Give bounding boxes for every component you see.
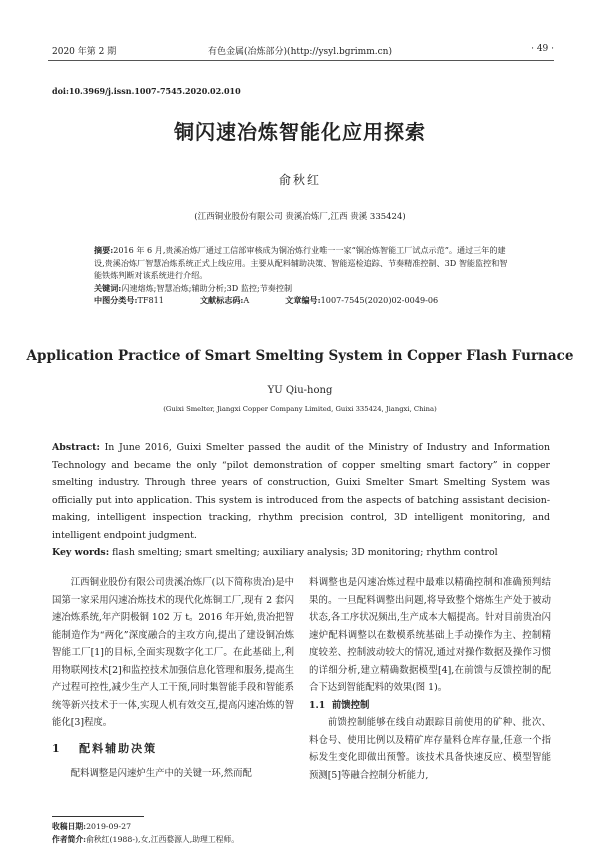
header-divider <box>48 60 554 61</box>
doc-code-value: A <box>243 295 250 305</box>
subsection-1-1-number: 1.1 <box>309 699 326 711</box>
abstract-chinese-label: 摘要: <box>94 245 114 255</box>
body-column-left <box>52 574 294 783</box>
author-english: YU Qiu-hong <box>267 385 333 396</box>
clc-value: TF811 <box>137 295 164 305</box>
abstract-chinese <box>94 244 508 307</box>
abstract-chinese-body <box>94 244 508 282</box>
keywords-chinese-label: 关键词: <box>94 282 122 293</box>
subsection-1-1-paragraph: 前馈控制能够在线自动跟踪目前使用的矿种、批次、料仓号、使用比例以及精矿库存量料仓库存量,任意一个指标发生变化即做出预警。该技术具备快速反应、模型智能预测[5]等融合控制分析能力, <box>309 717 551 781</box>
keywords-english-label: Key words: <box>52 547 110 558</box>
bio-value: 俞秋红(1988-),女,江西婺源人,助理工程师。 <box>86 835 240 844</box>
title-english: Application Practice of Smart Smelting System in Copper Flash Furnace <box>26 348 574 364</box>
affiliation-chinese: (江西铜业股份有限公司 贵溪冶炼厂,江西 贵溪 335424) <box>194 212 406 222</box>
abstract-english-text: In June 2016, Guixi Smelter passed the audit of the Ministry of Industry and Information Technology and became the only “pilot demonstration of copper smelting smart factory” in copper smelting industry. Through three years of construction, Guixi Smelter Smart Smelting System was officially put into application. This system is introduced from the aspects of batching assistant decision-making, intelligent inspection tracking, rhythm precision control, 3D intelligent monitoring, and intelligent endpoint judgment. <box>52 442 550 541</box>
doi: doi:10.3969/j.issn.1007-7545.2020.02.010 <box>52 86 241 96</box>
affiliation-english: (Guixi Smelter, Jiangxi Copper Company Limited, Guixi 335424, Jiangxi, China) <box>163 405 437 413</box>
abstract-english <box>52 439 550 562</box>
abstract-english-body <box>52 439 550 544</box>
abstract-chinese-text: 2016 年 6 月,贵溪冶炼厂通过工信部审核成为铜冶炼行业唯一一家“铜冶炼智能工厂试点示范”。通过三年的建设,贵溪冶炼厂智慧冶炼系统正式上线应用。主要从配料辅助决策、智能巡检追踪、节奏精准控制、3D 智能监控和智能铁炼判断对该系统进行介绍。 <box>94 245 508 280</box>
journal-name: 有色金属(冶炼部分)(http://ysyl.bgrimm.cn) <box>208 47 392 57</box>
section-1-paragraph: 配料调整是闪速炉生产中的关键一环,然而配 <box>70 768 252 779</box>
clc-label: 中图分类号: <box>94 295 138 305</box>
keywords-chinese-text: 闪速熔炼;智慧冶炼;辅助分析;3D 监控;节奏控制 <box>121 282 293 293</box>
section-1-heading <box>52 740 294 758</box>
received-date <box>52 821 131 832</box>
section-1-continued: 料调整也是闪速冶炼过程中最难以精确控制和准确预判结果的。一旦配料调整出问题,将导致整个熔炼生产处于被动状态,各工序状况频出,生产成本大幅提高。针对目前贵冶闪速炉配料调整以在数模系统基础上手动操作为主、控制精度较差、控制波动较大的情况,通过对操作数据及操作习惯的详细分析,建立精确数据模型[4],在前馈与反馈控制的配合下达到智能配料的效果(图 1)。 <box>309 577 551 693</box>
author-chinese: 俞秋红 <box>278 173 321 187</box>
article-no-value: 1007-7545(2020)02-0049-06 <box>320 295 439 305</box>
title-chinese: 铜闪速冶炼智能化应用探索 <box>174 120 426 144</box>
intro-paragraph: 江西铜业股份有限公司贵溪冶炼厂(以下简称贵冶)是中国第一家采用闪速冶炼技术的现代化炼铜工厂,现有 2 套闪速冶炼系统,年产阴极铜 102 万 t。2016 年开始,贵冶把智能制造作为“两化”深度融合的主攻方向,提出了建设铜冶炼智能工厂[1]的目标,全面实现数字化工厂。在此基础上,利用物联网技术[2]和监控技术加强信息化管理和服务,提高生产过程可控性,减少生产人工干预,同时集智能手段和智能系统等新兴技术于一体,实现人机有效交互,提高闪速冶炼的智能化[3]程度。 <box>52 577 294 728</box>
footnote-divider <box>52 816 144 817</box>
body-column-right <box>309 574 551 784</box>
page-number: · 49 · <box>531 44 554 54</box>
received-value: 2019-09-27 <box>86 822 132 831</box>
subsection-1-1-heading <box>309 697 551 715</box>
author-bio <box>52 834 239 845</box>
classification-row <box>94 294 508 307</box>
section-1-number: 1 <box>52 741 62 755</box>
received-label: 收稿日期: <box>52 822 87 831</box>
article-no-label: 文章编号: <box>285 295 321 305</box>
issue-label: 2020 年第 2 期 <box>52 47 117 57</box>
keywords-chinese <box>94 282 508 295</box>
bio-label: 作者简介: <box>52 835 87 844</box>
abstract-english-label: Abstract: <box>52 442 100 453</box>
section-1-title: 配料辅助决策 <box>79 741 158 755</box>
keywords-english-text: flash smelting; smart smelting; auxiliary analysis; 3D monitoring; rhythm control <box>109 547 498 558</box>
running-header <box>40 44 560 58</box>
keywords-english <box>52 544 550 562</box>
subsection-1-1-title: 前馈控制 <box>331 699 370 711</box>
doc-code-label: 文献标志码: <box>199 295 244 305</box>
